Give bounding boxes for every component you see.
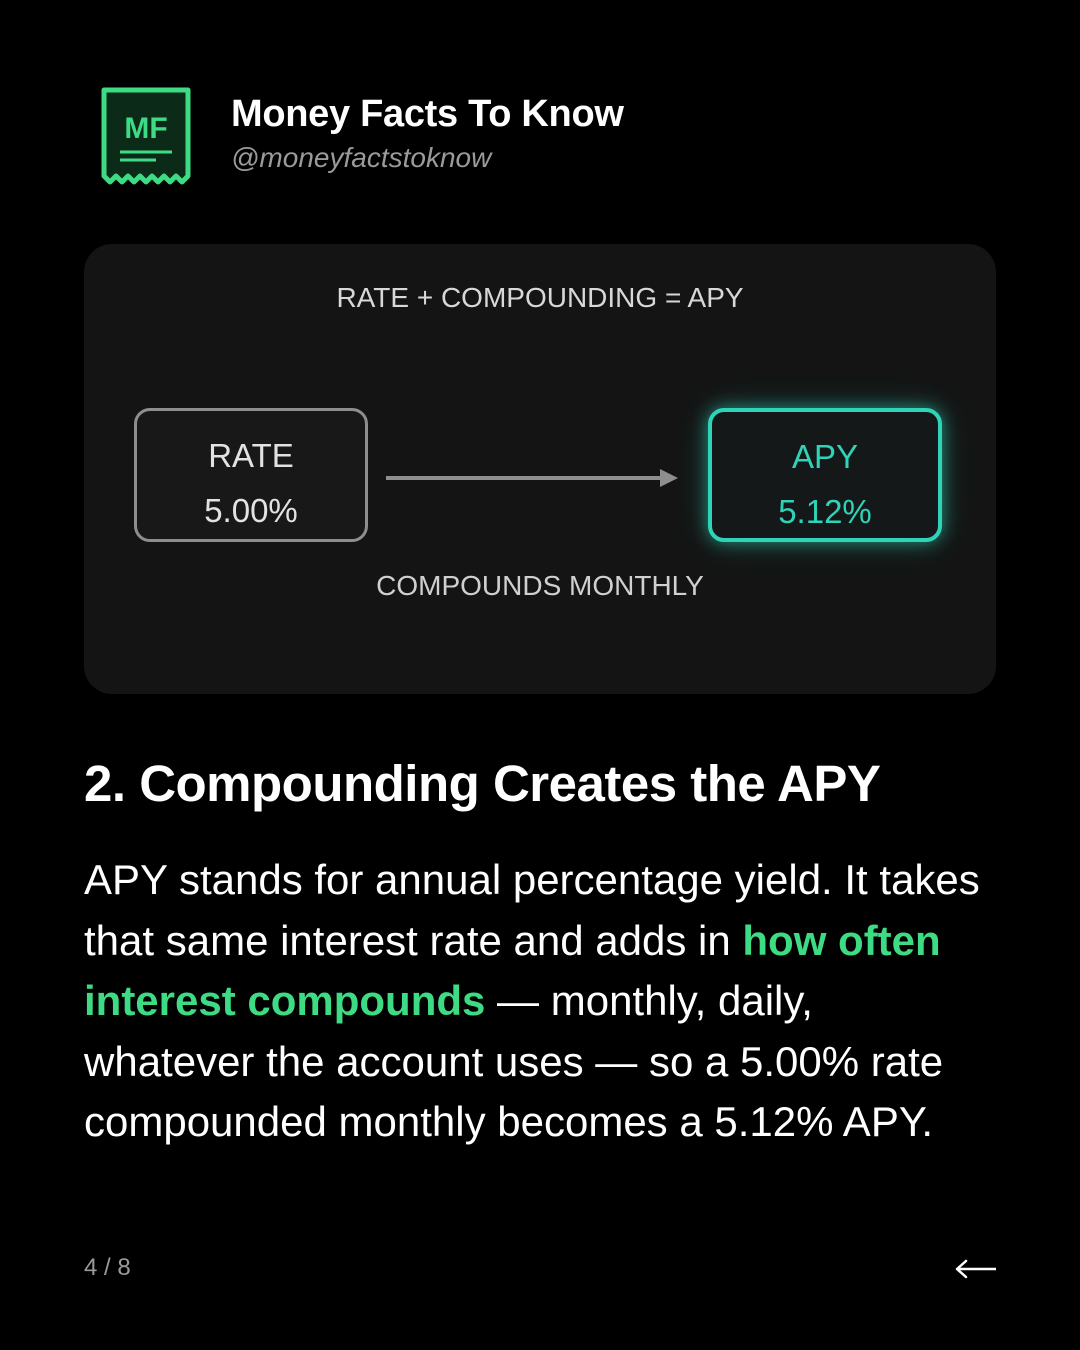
left-arrow-icon[interactable] (954, 1258, 998, 1280)
brand-logo (100, 86, 192, 186)
brand-handle: @moneyfactstoknow (231, 142, 492, 173)
body-text-part1: APY stands for annual percentage yield. It takes that same interest rate and adds in (84, 856, 980, 964)
rate-label: RATE (208, 437, 294, 474)
page-indicator: 4 / 8 (84, 1254, 131, 1281)
logo-text: MF (124, 112, 168, 145)
apy-label: APY (791, 438, 859, 475)
rate-value: 5.00% (204, 492, 298, 529)
apy-value: 5.12% (778, 493, 872, 530)
body-paragraph (84, 850, 984, 1153)
section-headline: 2. Compounding Creates the APY (84, 755, 881, 812)
diagram-caption: COMPOUNDS MONTHLY (376, 570, 704, 601)
right-arrow-icon (384, 466, 684, 490)
apy-box (708, 408, 942, 542)
rate-box (134, 408, 368, 542)
brand-name: Money Facts To Know (231, 93, 624, 135)
body-text-part2: — monthly, daily, whatever the account uses — so a 5.00% rate compounded monthly becomes a 5.12% APY. (84, 977, 944, 1145)
diagram-title: RATE + COMPOUNDING = APY (336, 282, 744, 313)
body-highlight: how often interest compounds (84, 916, 941, 1024)
